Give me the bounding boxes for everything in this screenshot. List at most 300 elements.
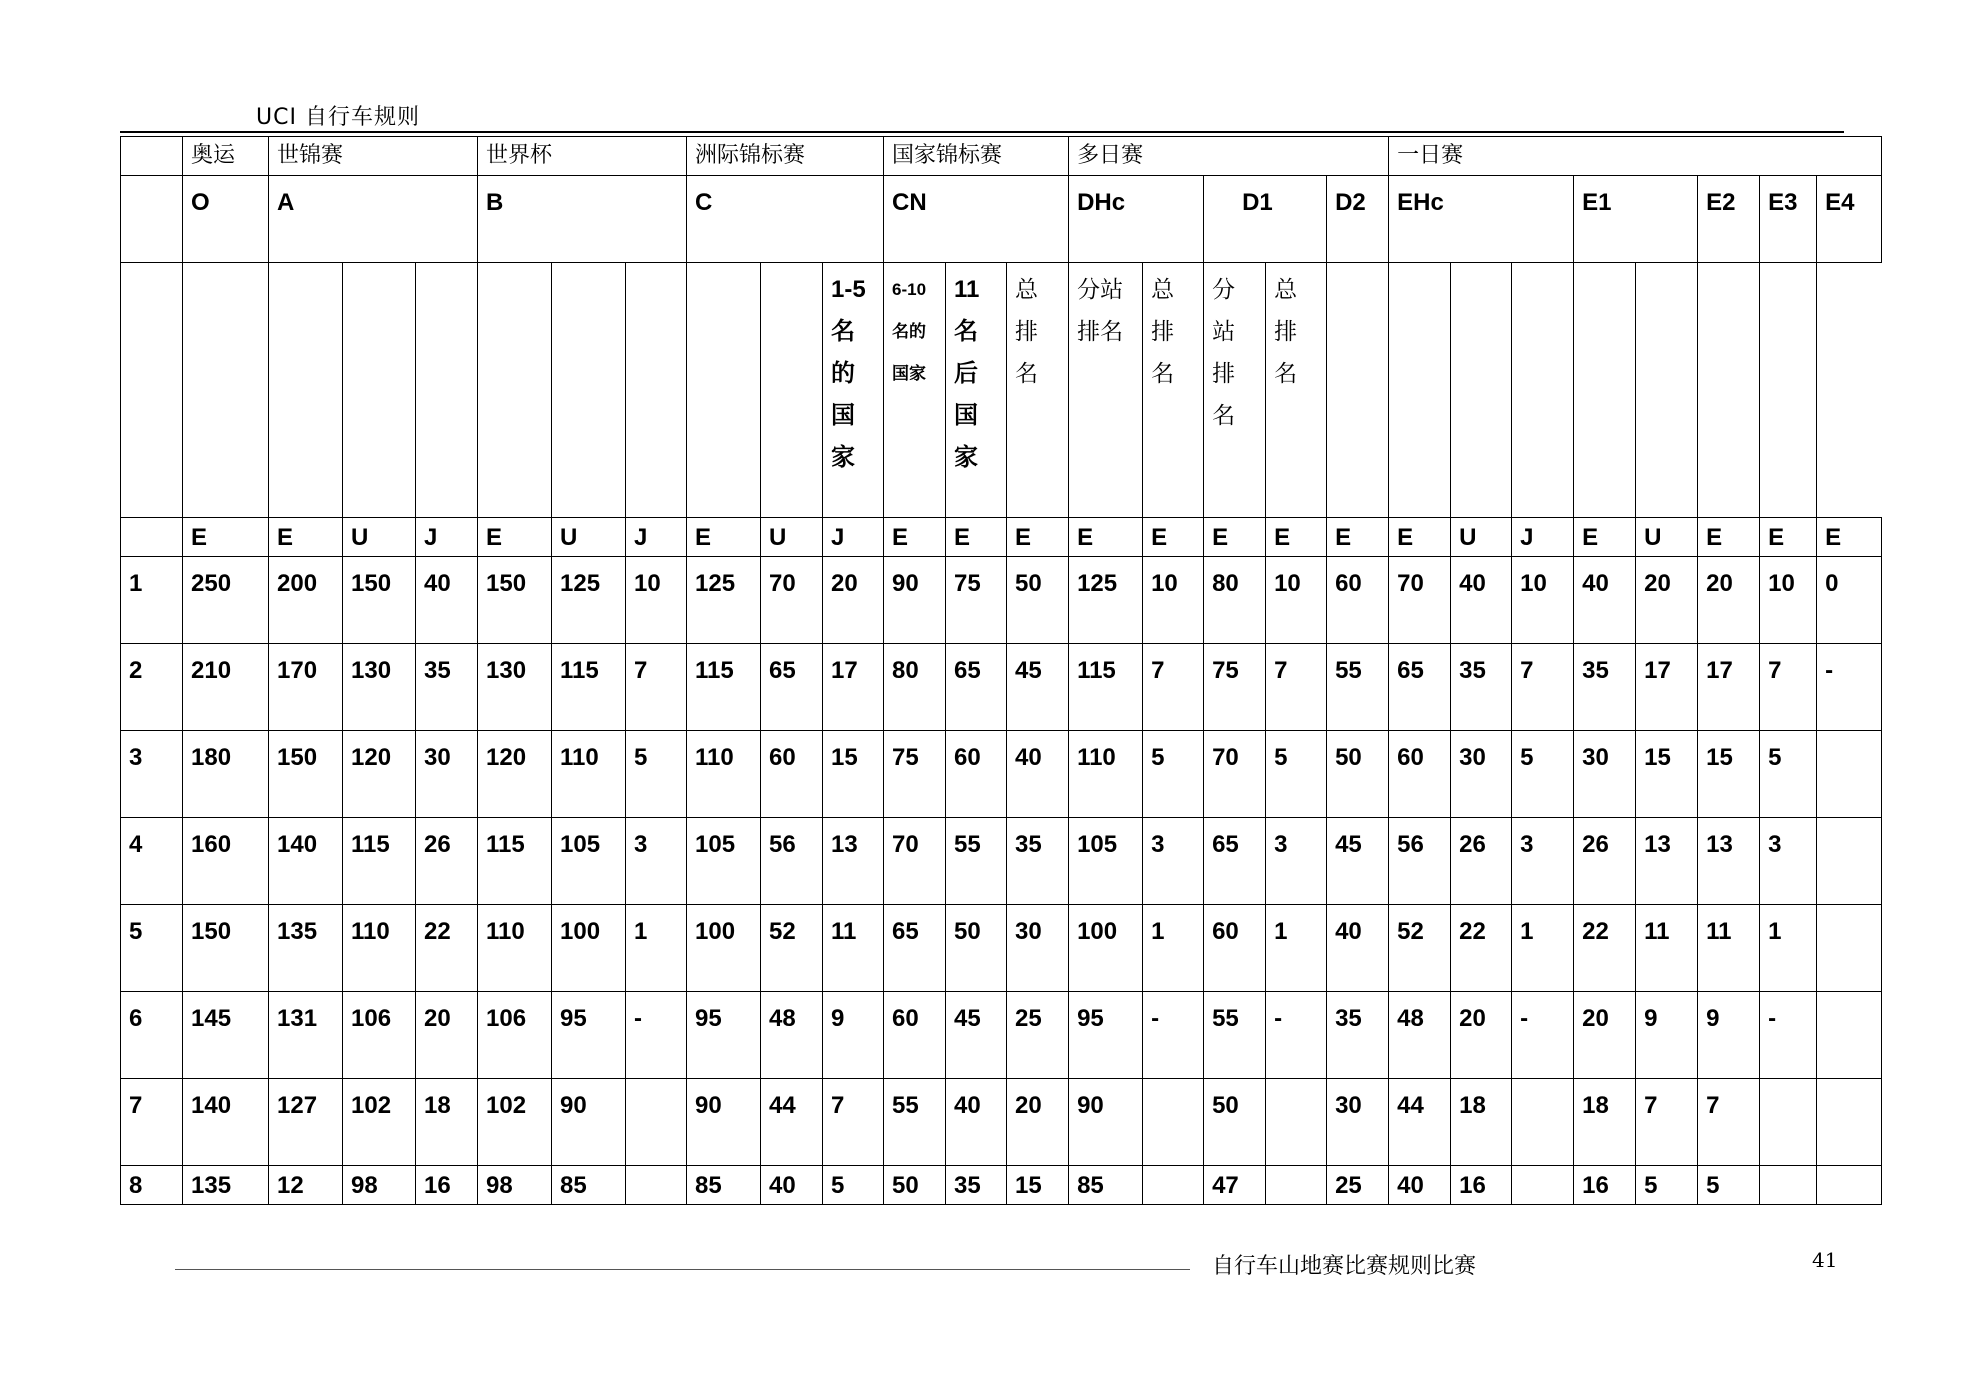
- points-cell: 1: [626, 905, 687, 992]
- code-cell: [121, 176, 183, 263]
- points-cell: 20: [1574, 992, 1636, 1079]
- points-cell: 75: [946, 557, 1007, 644]
- points-cell: 75: [1204, 644, 1266, 731]
- points-cell: 26: [1451, 818, 1512, 905]
- points-cell: 15: [1007, 1166, 1069, 1205]
- points-table-body: [121, 557, 1882, 1205]
- points-cell: 20: [416, 992, 478, 1079]
- points-cell: 50: [946, 905, 1007, 992]
- points-cell: 50: [1204, 1079, 1266, 1166]
- table-row: [121, 644, 1882, 731]
- points-cell: 105: [687, 818, 761, 905]
- category-cell: J: [823, 518, 884, 557]
- points-cell: 22: [1451, 905, 1512, 992]
- points-cell: 115: [1069, 644, 1143, 731]
- points-cell: 5: [1266, 731, 1327, 818]
- category-cell: E: [1760, 518, 1817, 557]
- category-cell: E: [183, 518, 269, 557]
- category-cell: U: [1451, 518, 1512, 557]
- footer-text: 自行车山地赛比赛规则比赛: [1212, 1254, 1477, 1279]
- points-cell: [1817, 731, 1882, 818]
- category-cell: J: [1512, 518, 1574, 557]
- points-cell: 9: [1636, 992, 1698, 1079]
- points-cell: [626, 1079, 687, 1166]
- event-one-day-races: 一日赛: [1389, 137, 1882, 176]
- points-cell: 40: [1451, 557, 1512, 644]
- points-cell: [1817, 1166, 1882, 1205]
- page-header-title: UCI 自行车规则: [256, 105, 420, 130]
- points-cell: 106: [343, 992, 416, 1079]
- points-cell: 17: [1698, 644, 1760, 731]
- points-cell: 20: [1636, 557, 1698, 644]
- points-cell: 135: [183, 1166, 269, 1205]
- rank-cell: 4: [121, 818, 183, 905]
- table-row: [121, 992, 1882, 1079]
- category-cell: E: [1327, 518, 1389, 557]
- points-cell: 16: [416, 1166, 478, 1205]
- points-cell: 7: [1266, 644, 1327, 731]
- points-cell: 1: [1512, 905, 1574, 992]
- points-cell: [1817, 1079, 1882, 1166]
- category-cell: J: [416, 518, 478, 557]
- points-cell: 50: [1327, 731, 1389, 818]
- points-cell: 30: [1327, 1079, 1389, 1166]
- rank-cell: 1: [121, 557, 183, 644]
- points-cell: 16: [1574, 1166, 1636, 1205]
- category-cell: E: [884, 518, 946, 557]
- points-cell: 250: [183, 557, 269, 644]
- rank-cell: 6: [121, 992, 183, 1079]
- points-cell: 102: [343, 1079, 416, 1166]
- points-cell: 90: [687, 1079, 761, 1166]
- points-cell: 13: [1698, 818, 1760, 905]
- points-cell: 65: [761, 644, 823, 731]
- points-cell: 100: [552, 905, 626, 992]
- points-cell: 18: [416, 1079, 478, 1166]
- points-cell: 15: [823, 731, 884, 818]
- category-cell: E: [269, 518, 343, 557]
- note-cell: [1636, 263, 1698, 518]
- points-cell: 20: [1451, 992, 1512, 1079]
- points-cell: 44: [1389, 1079, 1451, 1166]
- event-row: [121, 137, 1882, 176]
- points-cell: 10: [1266, 557, 1327, 644]
- category-cell: E: [1574, 518, 1636, 557]
- points-cell: 70: [884, 818, 946, 905]
- points-cell: 25: [1327, 1166, 1389, 1205]
- points-cell: 40: [1327, 905, 1389, 992]
- points-cell: 26: [416, 818, 478, 905]
- code-cell: D1: [1204, 176, 1327, 263]
- header-rule: [120, 131, 1844, 133]
- points-cell: 105: [552, 818, 626, 905]
- event-world-cup: 世界杯: [478, 137, 687, 176]
- points-cell: 3: [1512, 818, 1574, 905]
- rank-cell: 3: [121, 731, 183, 818]
- points-cell: 12: [269, 1166, 343, 1205]
- points-cell: 65: [884, 905, 946, 992]
- category-row: [121, 518, 1882, 557]
- code-cell: E2: [1698, 176, 1760, 263]
- points-cell: 40: [1007, 731, 1069, 818]
- points-cell: 60: [761, 731, 823, 818]
- points-cell: 60: [1204, 905, 1266, 992]
- code-cell: A: [269, 176, 478, 263]
- points-cell: 3: [1143, 818, 1204, 905]
- points-cell: 60: [946, 731, 1007, 818]
- points-cell: 45: [1007, 644, 1069, 731]
- points-cell: 35: [1451, 644, 1512, 731]
- note-cell: [1327, 263, 1389, 518]
- note-cell: 总排名: [1266, 263, 1327, 518]
- points-cell: -: [1266, 992, 1327, 1079]
- points-cell: -: [1760, 992, 1817, 1079]
- points-cell: 65: [1204, 818, 1266, 905]
- points-cell: 20: [1698, 557, 1760, 644]
- points-cell: 7: [1698, 1079, 1760, 1166]
- points-cell: 48: [1389, 992, 1451, 1079]
- points-cell: 98: [343, 1166, 416, 1205]
- points-cell: 127: [269, 1079, 343, 1166]
- note-cell: [626, 263, 687, 518]
- table-row: [121, 731, 1882, 818]
- points-cell: 40: [1574, 557, 1636, 644]
- points-cell: 115: [687, 644, 761, 731]
- points-cell: 40: [761, 1166, 823, 1205]
- points-cell: 130: [343, 644, 416, 731]
- rank-cell: 8: [121, 1166, 183, 1205]
- points-cell: 131: [269, 992, 343, 1079]
- event-continental-championships: 洲际锦标赛: [687, 137, 884, 176]
- points-cell: 110: [478, 905, 552, 992]
- points-cell: 20: [823, 557, 884, 644]
- points-cell: 5: [823, 1166, 884, 1205]
- table-row: [121, 557, 1882, 644]
- points-cell: 95: [552, 992, 626, 1079]
- note-cell: 总排名: [1143, 263, 1204, 518]
- points-cell: 10: [1143, 557, 1204, 644]
- points-cell: 60: [1389, 731, 1451, 818]
- points-cell: 55: [1204, 992, 1266, 1079]
- points-cell: 5: [626, 731, 687, 818]
- points-cell: 40: [416, 557, 478, 644]
- points-cell: 30: [1574, 731, 1636, 818]
- event-olympics: 奥运: [183, 137, 269, 176]
- points-cell: 13: [1636, 818, 1698, 905]
- points-cell: 30: [1451, 731, 1512, 818]
- note-cell: [687, 263, 761, 518]
- note-cell: [1698, 263, 1760, 518]
- points-cell: 48: [761, 992, 823, 1079]
- points-cell: 115: [552, 644, 626, 731]
- points-cell: 7: [823, 1079, 884, 1166]
- code-cell: E1: [1574, 176, 1698, 263]
- points-cell: 7: [1636, 1079, 1698, 1166]
- code-cell: E3: [1760, 176, 1817, 263]
- points-cell: 110: [1069, 731, 1143, 818]
- points-cell: [1512, 1166, 1574, 1205]
- points-cell: 90: [884, 557, 946, 644]
- points-cell: 40: [946, 1079, 1007, 1166]
- note-cell: [121, 263, 183, 518]
- points-cell: 65: [946, 644, 1007, 731]
- points-cell: -: [1512, 992, 1574, 1079]
- points-cell: [1760, 1166, 1817, 1205]
- points-cell: 150: [343, 557, 416, 644]
- points-cell: -: [626, 992, 687, 1079]
- points-cell: 7: [1512, 644, 1574, 731]
- note-cell: [1760, 263, 1817, 518]
- points-cell: 17: [1636, 644, 1698, 731]
- points-cell: 35: [946, 1166, 1007, 1205]
- points-cell: 70: [1204, 731, 1266, 818]
- points-cell: 130: [478, 644, 552, 731]
- points-cell: 90: [1069, 1079, 1143, 1166]
- points-cell: 15: [1698, 731, 1760, 818]
- points-cell: 75: [884, 731, 946, 818]
- points-cell: 110: [687, 731, 761, 818]
- note-cell: [761, 263, 823, 518]
- event-world-championships: 世锦赛: [269, 137, 478, 176]
- points-cell: 140: [269, 818, 343, 905]
- note-cell: [416, 263, 478, 518]
- table-row: [121, 1079, 1882, 1166]
- points-cell: 60: [884, 992, 946, 1079]
- points-cell: 65: [1389, 644, 1451, 731]
- points-cell: 44: [761, 1079, 823, 1166]
- note-cell: [183, 263, 269, 518]
- points-cell: 200: [269, 557, 343, 644]
- points-cell: 55: [1327, 644, 1389, 731]
- points-cell: 150: [183, 905, 269, 992]
- points-cell: 11: [1698, 905, 1760, 992]
- points-cell: 10: [1760, 557, 1817, 644]
- note-cell: [478, 263, 552, 518]
- points-cell: 80: [1204, 557, 1266, 644]
- points-cell: 9: [823, 992, 884, 1079]
- points-cell: 120: [343, 731, 416, 818]
- category-cell: E: [1069, 518, 1143, 557]
- points-cell: 90: [552, 1079, 626, 1166]
- category-cell: E: [1817, 518, 1882, 557]
- note-cell: 1-5名的国家: [823, 263, 884, 518]
- note-cell: [343, 263, 416, 518]
- note-cell: 总排名: [1007, 263, 1069, 518]
- points-cell: 110: [343, 905, 416, 992]
- points-cell: 50: [884, 1166, 946, 1205]
- note-cell: [552, 263, 626, 518]
- points-cell: 35: [416, 644, 478, 731]
- points-cell: 25: [1007, 992, 1069, 1079]
- points-cell: 20: [1007, 1079, 1069, 1166]
- points-cell: 106: [478, 992, 552, 1079]
- rank-cell: 2: [121, 644, 183, 731]
- points-cell: 0: [1817, 557, 1882, 644]
- points-cell: 26: [1574, 818, 1636, 905]
- points-cell: 5: [1143, 731, 1204, 818]
- event-corner-cell: [121, 137, 183, 176]
- note-cell: [1389, 263, 1451, 518]
- category-cell: E: [1266, 518, 1327, 557]
- points-cell: 18: [1574, 1079, 1636, 1166]
- points-cell: [1817, 818, 1882, 905]
- points-cell: 5: [1698, 1166, 1760, 1205]
- points-cell: 52: [761, 905, 823, 992]
- points-cell: 120: [478, 731, 552, 818]
- points-cell: 95: [687, 992, 761, 1079]
- points-cell: 40: [1389, 1166, 1451, 1205]
- points-cell: 18: [1451, 1079, 1512, 1166]
- points-cell: 35: [1007, 818, 1069, 905]
- points-cell: 125: [687, 557, 761, 644]
- points-cell: 95: [1069, 992, 1143, 1079]
- points-cell: 115: [343, 818, 416, 905]
- table-row: [121, 818, 1882, 905]
- points-cell: 22: [1574, 905, 1636, 992]
- note-cell: [1512, 263, 1574, 518]
- points-cell: 52: [1389, 905, 1451, 992]
- category-cell: E: [687, 518, 761, 557]
- points-cell: 35: [1327, 992, 1389, 1079]
- points-cell: 60: [1327, 557, 1389, 644]
- category-cell: E: [1204, 518, 1266, 557]
- points-cell: 50: [1007, 557, 1069, 644]
- category-cell: E: [478, 518, 552, 557]
- event-national-championships: 国家锦标赛: [884, 137, 1069, 176]
- points-cell: 30: [416, 731, 478, 818]
- points-cell: 10: [1512, 557, 1574, 644]
- code-cell: O: [183, 176, 269, 263]
- points-cell: 160: [183, 818, 269, 905]
- points-cell: 125: [552, 557, 626, 644]
- points-cell: 150: [478, 557, 552, 644]
- note-cell: 11名后国家: [946, 263, 1007, 518]
- points-cell: 135: [269, 905, 343, 992]
- points-cell: 3: [1760, 818, 1817, 905]
- points-cell: [1817, 905, 1882, 992]
- points-cell: 55: [884, 1079, 946, 1166]
- points-cell: 35: [1574, 644, 1636, 731]
- points-cell: 85: [1069, 1166, 1143, 1205]
- points-cell: 110: [552, 731, 626, 818]
- points-cell: 100: [687, 905, 761, 992]
- note-cell: 分站排名: [1069, 263, 1143, 518]
- points-cell: 180: [183, 731, 269, 818]
- points-cell: 11: [823, 905, 884, 992]
- points-cell: 150: [269, 731, 343, 818]
- note-cell: [1574, 263, 1636, 518]
- category-cell: E: [1698, 518, 1760, 557]
- note-cell: [269, 263, 343, 518]
- note-row: [121, 263, 1882, 518]
- points-cell: 170: [269, 644, 343, 731]
- category-cell: E: [1143, 518, 1204, 557]
- points-cell: [1266, 1166, 1327, 1205]
- points-cell: 1: [1266, 905, 1327, 992]
- points-cell: [1760, 1079, 1817, 1166]
- note-cell: 分站排名: [1204, 263, 1266, 518]
- points-cell: 85: [687, 1166, 761, 1205]
- event-stage-races: 多日赛: [1069, 137, 1389, 176]
- points-cell: 56: [761, 818, 823, 905]
- code-cell: B: [478, 176, 687, 263]
- points-cell: 70: [1389, 557, 1451, 644]
- points-cell: 15: [1636, 731, 1698, 818]
- points-cell: 45: [946, 992, 1007, 1079]
- note-cell: [1451, 263, 1512, 518]
- points-cell: 115: [478, 818, 552, 905]
- rank-cell: 7: [121, 1079, 183, 1166]
- points-cell: 102: [478, 1079, 552, 1166]
- points-cell: [1266, 1079, 1327, 1166]
- table-row: [121, 905, 1882, 992]
- code-cell: CN: [884, 176, 1069, 263]
- points-cell: 45: [1327, 818, 1389, 905]
- points-cell: 7: [1143, 644, 1204, 731]
- category-cell: [121, 518, 183, 557]
- points-cell: 1: [1143, 905, 1204, 992]
- points-cell: [1817, 992, 1882, 1079]
- code-cell: DHc: [1069, 176, 1204, 263]
- points-cell: 100: [1069, 905, 1143, 992]
- rank-cell: 5: [121, 905, 183, 992]
- points-cell: 9: [1698, 992, 1760, 1079]
- category-cell: U: [343, 518, 416, 557]
- points-cell: [1143, 1166, 1204, 1205]
- note-cell: 6-10名的国家: [884, 263, 946, 518]
- points-cell: 98: [478, 1166, 552, 1205]
- code-cell: E4: [1817, 176, 1882, 263]
- table-row: [121, 1166, 1882, 1205]
- points-cell: 140: [183, 1079, 269, 1166]
- category-cell: J: [626, 518, 687, 557]
- category-cell: U: [552, 518, 626, 557]
- points-cell: 3: [626, 818, 687, 905]
- points-cell: 5: [1636, 1166, 1698, 1205]
- points-cell: 22: [416, 905, 478, 992]
- points-cell: -: [1817, 644, 1882, 731]
- points-cell: 56: [1389, 818, 1451, 905]
- code-cell: C: [687, 176, 884, 263]
- points-cell: 210: [183, 644, 269, 731]
- points-cell: [1512, 1079, 1574, 1166]
- points-cell: 1: [1760, 905, 1817, 992]
- category-cell: U: [761, 518, 823, 557]
- points-cell: 145: [183, 992, 269, 1079]
- points-cell: 3: [1266, 818, 1327, 905]
- points-cell: 70: [761, 557, 823, 644]
- code-cell: EHc: [1389, 176, 1574, 263]
- points-table: [120, 136, 1882, 1205]
- points-cell: 125: [1069, 557, 1143, 644]
- code-row: [121, 176, 1882, 263]
- points-cell: [626, 1166, 687, 1205]
- points-cell: 16: [1451, 1166, 1512, 1205]
- footer-rule: [175, 1269, 1190, 1270]
- points-cell: 80: [884, 644, 946, 731]
- points-cell: 105: [1069, 818, 1143, 905]
- page-number: 41: [1812, 1248, 1838, 1272]
- points-cell: 10: [626, 557, 687, 644]
- points-cell: 7: [626, 644, 687, 731]
- points-cell: 5: [1760, 731, 1817, 818]
- points-cell: 30: [1007, 905, 1069, 992]
- category-cell: U: [1636, 518, 1698, 557]
- points-cell: -: [1143, 992, 1204, 1079]
- points-cell: 5: [1512, 731, 1574, 818]
- points-cell: 85: [552, 1166, 626, 1205]
- points-cell: 7: [1760, 644, 1817, 731]
